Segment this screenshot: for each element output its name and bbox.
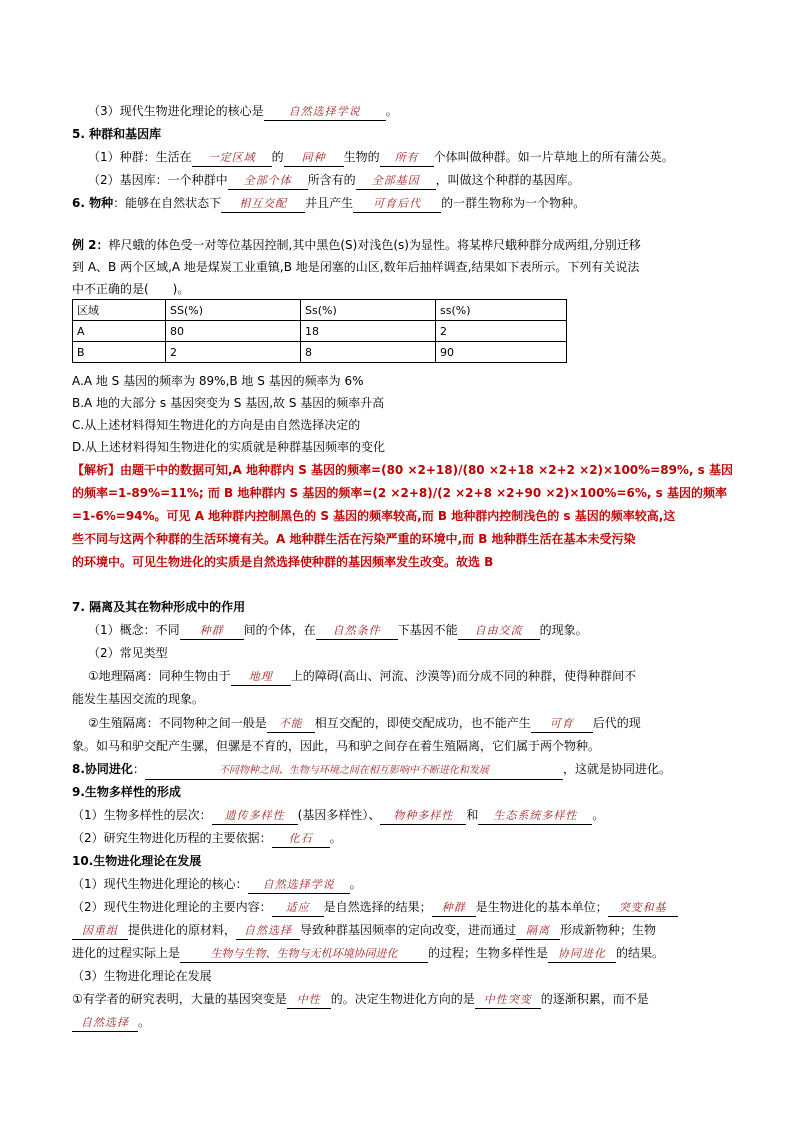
table-cell: 80 [166,321,301,342]
text: 个体叫做种群。如一片草地上的所有蒲公英。 [433,150,674,164]
text: 。 [349,877,362,891]
answer-blank: 突变和基 [608,900,678,917]
s10-line-4 [72,943,726,963]
answer-blank: 协同进化 [548,946,616,963]
s10-line-6 [72,989,726,1009]
text: ①地理隔离：同种生物由于 [88,669,231,683]
text: 相互交配的，即使交配成功，也不能产生 [314,716,531,730]
answer-blank: 全部基因 [356,173,436,190]
text: 提供进化的原材料， [128,923,237,937]
text: 是自然选择的结果； [323,900,432,914]
table-cell: 2 [436,321,567,342]
text: （2）研究生物进化历程的主要依据： [72,831,272,845]
table-cell: 2 [166,342,301,363]
text: 的逐渐积累，而不是 [540,992,649,1006]
text: 。 [329,831,342,845]
s3-line [88,101,726,121]
text: 形成新物种；生物 [560,923,657,937]
s5-line-2 [88,170,726,190]
text: 下基因不能 [397,623,458,637]
answer-blank: 不同物种之间、生物与环境之间在相互影响中不断进化和发展 [145,763,563,780]
table-cell: A [73,321,166,342]
text: 。 [592,808,605,822]
text: ①有学者的研究表明，大量的基因突变是 [72,992,287,1006]
s10-line-7 [72,1012,726,1032]
answer-blank: 全部个体 [228,173,308,190]
text: 桦尺蛾的体色受一对等位基因控制,其中黑色(S)对浅色(s)为显性。将某桦尺蛾种群分成两组,分别迁移 [108,238,641,252]
table-row [73,321,567,342]
answer-blank: 适应 [272,900,324,917]
example-2-line-2: 到 A、B 两个区域,A 地是煤炭工业重镇,B 地是闭塞的山区,数年后抽样调查,结果如下表所示。下列有关说法 [72,260,640,274]
text: （1）种群：生活在 [88,150,192,164]
table-cell: B [73,342,166,363]
analysis-line: 的环境中。可见生物进化的实质是自然选择使种群的基因频率发生改变。故选 B [72,555,494,569]
table-header-row [73,300,567,321]
text: 的现象。 [539,623,588,637]
answer-blank: 一定区域 [192,150,272,167]
text: （2）现代生物进化理论的主要内容： [72,900,272,914]
s7-line-5 [88,713,726,733]
text: 所含有的 [307,173,356,187]
table-header: SS(%) [166,300,301,321]
s5-line-1 [88,147,726,167]
answer-blank: 可育 [531,716,593,733]
text: 。 [138,1015,151,1029]
analysis-line: 些不同与这两个种群的生活环境有关。A 地种群生活在污染严重的环境中,而 B 地种群生活在基本未受污染 [72,532,636,546]
analysis-line: =1-6%=94%。可见 A 地种群内控制黑色的 S 基因的频率较高,而 B 地种群内控制浅色的 s 基因的频率较高,这 [72,509,676,523]
text: 导致种群基因频率的定向改变，进而通过 [300,923,517,937]
answer-blank: 不能 [267,716,315,733]
text: 并且产生 [305,196,354,210]
text: 的结果。 [616,946,665,960]
text: 后代的现 [592,716,641,730]
option-c: C.从上述材料得知生物进化的方向是由自然选择决定的 [72,418,361,432]
option-a: A.A 地 S 基因的频率为 89%,B 地 S 基因的频率为 6% [72,374,364,388]
s7-line-1 [88,620,726,640]
table-cell: 18 [301,321,436,342]
text: ： [132,762,145,776]
section-6-title: 6. 物种 [72,196,114,210]
text: 间的个体，在 [243,623,316,637]
answer-blank: 物种多样性 [380,808,466,825]
example-2-line-1 [72,235,726,255]
answer-blank: 化石 [272,831,330,848]
text: （3）现代生物进化理论的核心是 [88,104,264,118]
answer-blank: 中性突变 [475,992,541,1009]
section-6 [72,193,726,213]
answer-blank: 自然条件 [316,623,398,640]
text: 是生物进化的基本单位； [475,900,608,914]
s9-line-1 [72,805,726,825]
frequency-table [72,299,567,363]
s7-line-6: 象。如马和驴交配产生骡，但骡是不育的，因此，马和驴之间存在着生殖隔离，它们属于两个物种。 [72,739,601,753]
text: ：能够在自然状态下 [113,196,222,210]
table-cell: 8 [301,342,436,363]
answer-blank: 相互交配 [221,196,305,213]
text: 。 [385,104,398,118]
analysis-line: 的频率=1-89%=11%; 而 B 地种群内 S 基因的频率=(2 ×2+8)/(2 ×2+8 ×2+90 ×2)×100%=6%, s 基因的频率 [72,486,727,500]
s10-line-2 [72,897,726,917]
section-7-title: 7. 隔离及其在物种形成中的作用 [72,600,246,614]
section-9-title: 9.生物多样性的形成 [72,785,181,799]
answer-blank: 同种 [284,150,344,167]
text: 上的障碍(高山、河流、沙漠等)而分成不同的种群，使得种群间不 [290,669,637,683]
answer-blank: 自然选择 [72,1015,138,1032]
text: 的过程；生物多样性是 [428,946,549,960]
answer-blank: 自由交流 [458,623,540,640]
table-header: 区域 [73,300,166,321]
s7-line-2: （2）常见类型 [88,646,168,660]
table-header: Ss(%) [301,300,436,321]
text: （1）概念：不同 [88,623,180,637]
text: 的 [271,150,284,164]
answer-blank: 生物与生物、生物与无机环境协同进化 [180,946,428,963]
example-label: 例 2： [72,238,109,252]
section-8 [72,759,726,780]
table-cell: 90 [436,342,567,363]
s9-line-2 [72,828,726,848]
option-b: B.A 地的大部分 s 基因突变为 S 基因,故 S 基因的频率升高 [72,396,385,410]
answer-blank: 生态系统多样性 [478,808,592,825]
section-8-title: 8.协同进化 [72,762,133,776]
text: ②生殖隔离：不同物种之间一般是 [88,716,267,730]
section-5-title: 5. 种群和基因库 [72,127,162,141]
text: （1）生物多样性的层次： [72,808,212,822]
text: 的一群生物称为一个物种。 [441,196,586,210]
text: (基因多样性）、 [297,808,381,822]
section-10-title: 10.生物进化理论在发展 [72,854,202,868]
text: 进化的过程实际上是 [72,946,181,960]
answer-blank: 遗传多样性 [212,808,298,825]
s10-line-3 [72,920,726,940]
table-row [73,342,567,363]
answer-blank: 自然选择 [236,923,300,940]
answer-blank: 中性 [287,992,331,1009]
s10-line-1 [72,874,726,894]
answer-blank: 种群 [432,900,476,917]
s7-line-3 [88,666,726,686]
option-d: D.从上述材料得知生物进化的实质就是种群基因频率的变化 [72,440,386,454]
text: 的。决定生物进化方向的是 [330,992,475,1006]
text: 生物的 [343,150,380,164]
answer-blank: 隔离 [516,923,560,940]
answer-blank: 种群 [180,623,244,640]
text: ，叫做这个种群的基因库。 [435,173,580,187]
text: （1）现代生物进化理论的核心： [72,877,248,891]
answer-blank: 地理 [231,669,291,686]
answer-blank: 所有 [380,150,434,167]
s7-line-4: 能发生基因交流的现象。 [72,692,205,706]
answer-blank: 因重组 [72,923,128,940]
example-2-line-3: 中不正确的是( )。 [72,282,190,296]
text: （2）基因库：一个种群中 [88,173,228,187]
analysis-line: 【解析】由题干中的数据可知,A 地种群内 S 基因的频率=(80 ×2+18)/(80 ×2+18 ×2+2 ×2)×100%=89%, s 基因 [72,463,733,477]
table-header: ss(%) [436,300,567,321]
answer-blank: 自然选择学说 [264,104,386,121]
text: 和 [466,808,479,822]
text: ，这就是协同进化。 [562,762,671,776]
s10-line-5: （3）生物进化理论在发展 [72,969,212,983]
answer-blank: 自然选择学说 [248,877,350,894]
answer-blank: 可育后代 [353,196,441,213]
